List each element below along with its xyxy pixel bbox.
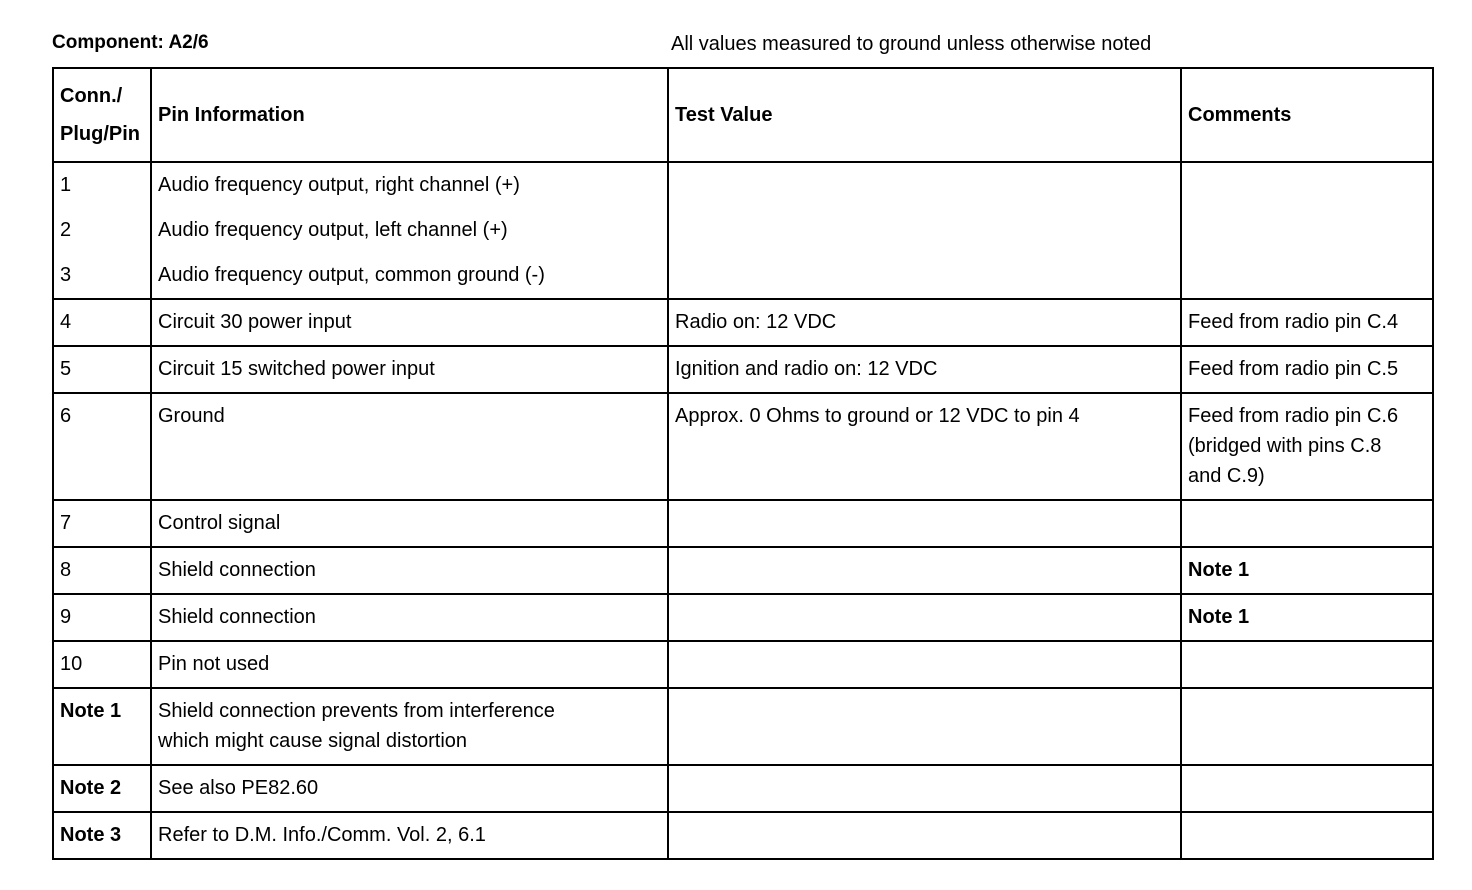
comment: Feed from radio pin C.5 [1181,346,1433,393]
pin-number: 7 [53,500,151,547]
note-text: See also PE82.60 [151,765,668,812]
column-header-test-value: Test Value [668,68,1181,162]
comment-line: Feed from radio pin C.6 [1188,405,1399,427]
comment-note-ref: Note 1 [1181,547,1433,594]
comment-note-ref: Note 1 [1181,594,1433,641]
pin-info: Shield connection [151,594,668,641]
test-value [668,500,1181,547]
table-header-row [53,68,1433,162]
table-row [53,393,1433,500]
table-row [53,594,1433,641]
column-header-conn [53,68,151,162]
comment [1181,641,1433,688]
table-row-audio-group [53,162,1433,299]
table-row [53,641,1433,688]
test-value: Approx. 0 Ohms to ground or 12 VDC to pin 4 [668,393,1181,500]
note-row [53,765,1433,812]
note-text [151,688,668,765]
comment [1181,393,1433,500]
pin-number: 6 [53,393,151,500]
note-label: Note 2 [53,765,151,812]
pin-number: 9 [53,594,151,641]
comment: Feed from radio pin C.4 [1181,299,1433,346]
comment-cell [1181,688,1433,765]
comment-cell [1181,162,1433,299]
table-row [53,547,1433,594]
pin-number: 3 [60,264,72,286]
test-value: Radio on: 12 VDC [668,299,1181,346]
test-value [668,641,1181,688]
test-value-cell [668,162,1181,299]
note-row [53,688,1433,765]
comment-line: (bridged with pins C.8 [1188,435,1382,457]
comment-cell [1181,765,1433,812]
component-label: Component: A2/6 [52,32,209,53]
pin-number: 8 [53,547,151,594]
note-text-line: Shield connection prevents from interference [158,700,555,722]
pin-info: Circuit 30 power input [151,299,668,346]
pin-number: 10 [53,641,151,688]
comment [1181,500,1433,547]
pin-info: Ground [151,393,668,500]
test-value [668,594,1181,641]
test-value-cell [668,765,1181,812]
pin-cell-group [53,162,151,299]
table-row [53,500,1433,547]
pin-info: Control signal [151,500,668,547]
note-row [53,812,1433,859]
pin-number: 1 [60,174,72,196]
table-row [53,299,1433,346]
note-text-line: which might cause signal distortion [158,730,468,752]
pin-number: 5 [53,346,151,393]
table-row [53,346,1433,393]
conn-header-line2: Plug/Pin [60,123,140,145]
note-label: Note 3 [53,812,151,859]
pin-info: Shield connection [151,547,668,594]
pin-info: Circuit 15 switched power input [151,346,668,393]
pin-info: Audio frequency output, left channel (+) [158,219,508,241]
column-header-comments: Comments [1181,68,1433,162]
conn-header-line1: Conn./ [60,85,123,107]
comment-line: and C.9) [1188,465,1265,487]
test-value: Ignition and radio on: 12 VDC [668,346,1181,393]
comment-cell [1181,812,1433,859]
column-header-pin-info: Pin Information [151,68,668,162]
pin-number: 2 [60,219,72,241]
pin-info: Audio frequency output, common ground (-) [158,264,545,286]
test-value-cell [668,688,1181,765]
pin-info: Pin not used [151,641,668,688]
pin-number: 4 [53,299,151,346]
test-value [668,547,1181,594]
note-text: Refer to D.M. Info./Comm. Vol. 2, 6.1 [151,812,668,859]
pin-table [52,67,1434,860]
measurement-note: All values measured to ground unless otherwise noted [671,33,1152,55]
note-label: Note 1 [53,688,151,765]
pin-info-cell-group [151,162,668,299]
pin-info: Audio frequency output, right channel (+) [158,174,520,196]
test-value-cell [668,812,1181,859]
